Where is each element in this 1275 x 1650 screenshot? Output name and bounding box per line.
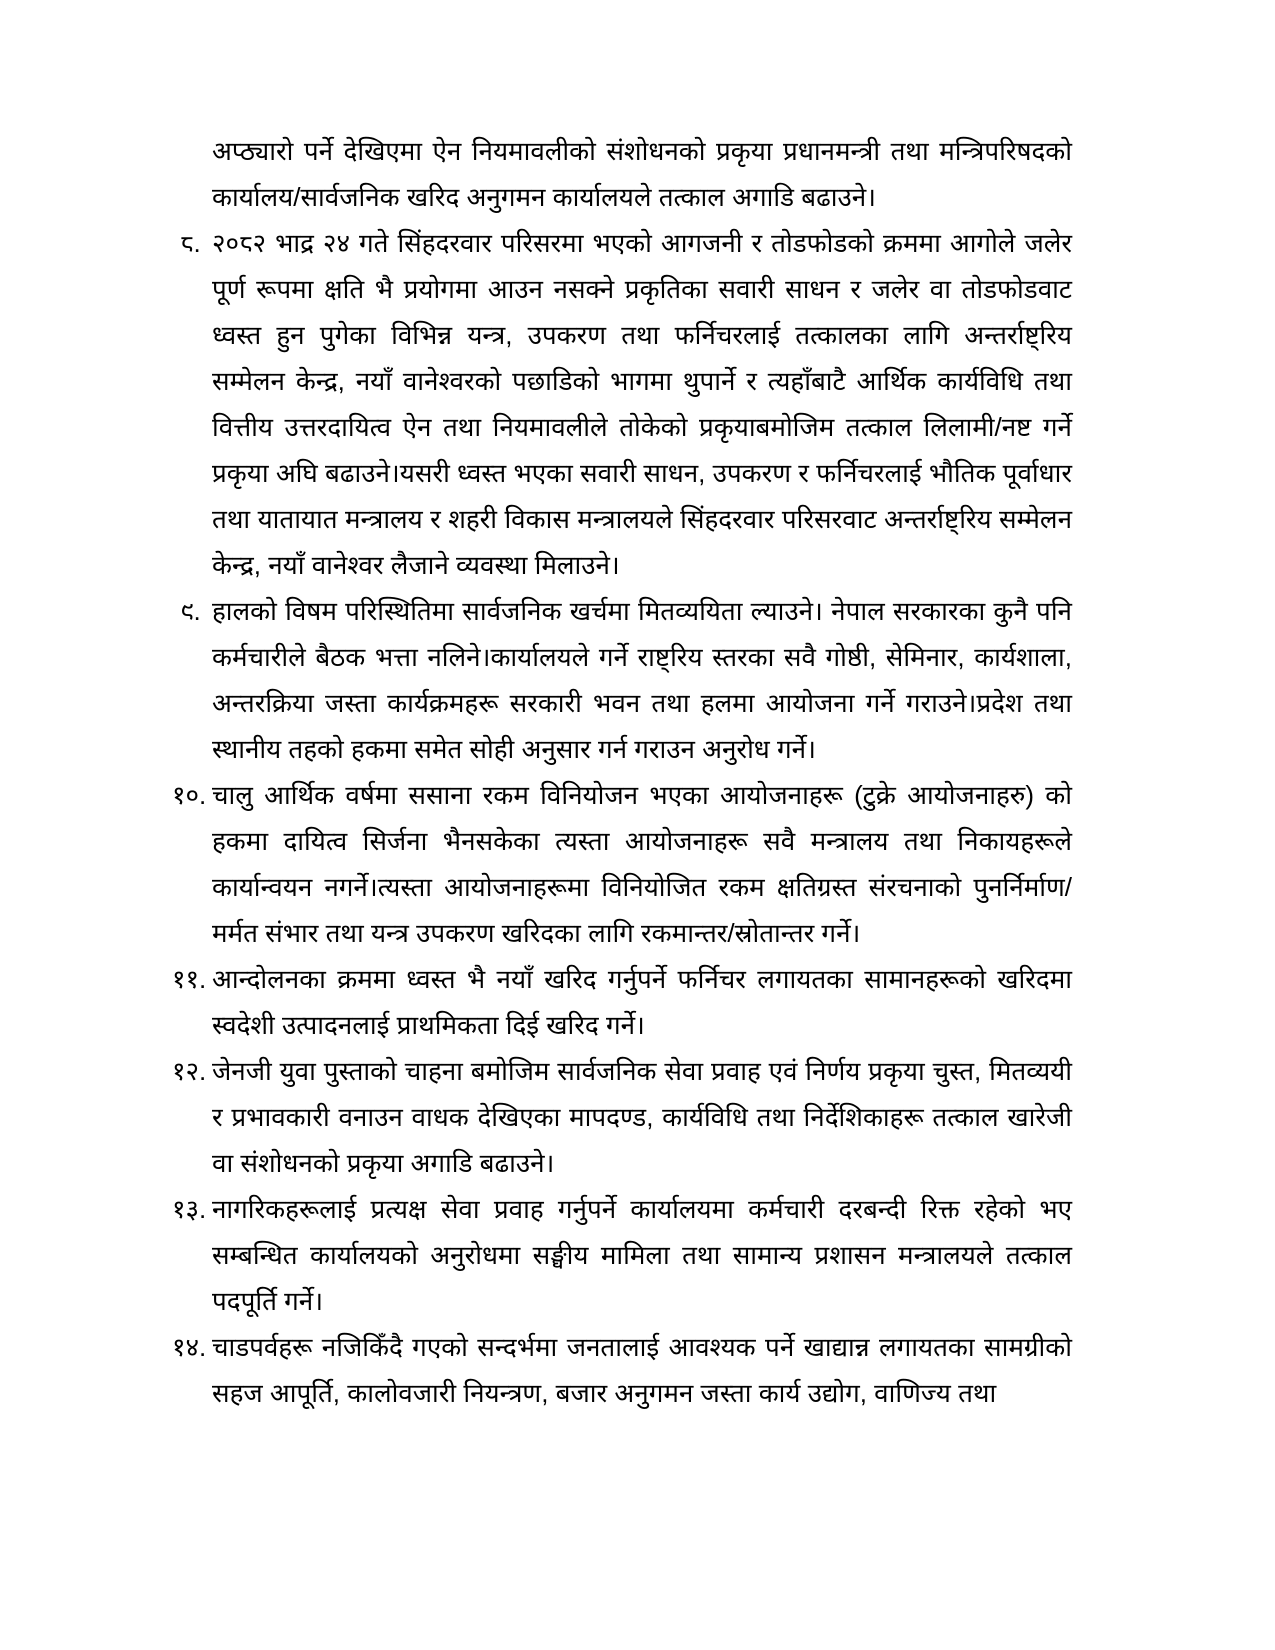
item-number: ८. bbox=[180, 228, 201, 258]
item-text: आन्दोलनका क्रममा ध्वस्त भै नयाँ खरिद गर्नुपर्ने फर्निचर लगायतका सामानहरूको खरिदमा स्वदेशी उत्पादनलाई प्राथमिकता दिई खरिद गर्ने। bbox=[212, 964, 1072, 1040]
intro-continuation-paragraph: अप्ठ्यारो पर्ने देखिएमा ऐन नियमावलीको संशोधनको प्रकृया प्रधानमन्त्री तथा मन्त्रिपरिषदको कार्यालय/सार्वजनिक खरिद अनुगमन कार्यालयले तत्काल अगाडि बढाउने। bbox=[212, 136, 1072, 212]
item-number: १०. bbox=[172, 780, 207, 810]
list-item bbox=[172, 588, 1072, 772]
item-text: २०८२ भाद्र २४ गते सिंहदरवार परिसरमा भएको आगजनी र तोडफोडको क्रममा आगोले जलेर पूर्ण रूपमा क्षति भै प्रयोगमा आउन नसक्ने प्रकृतिका सवारी साधन र जलेर वा तोडफोडवाट ध्वस्त हुन पुगेका विभिन्न यन्त्र, उपकरण तथा फर्निचरलाई तत्कालका लागि अन्तर्राष्ट्रिय सम्मेलन केन्द्र, नयाँ वानेश्वरको पछाडिको भागमा थुपार्ने र त्यहाँबाटै आर्थिक कार्यविधि तथा वित्तीय उत्तरदायित्व ऐन तथा नियमावलीले तोकेको प्रकृयाबमोजिम तत्काल लिलामी/नष्ट गर्ने प्रकृया अघि बढाउने।यसरी ध्वस्त भएका सवारी साधन, उपकरण र फर्निचरलाई भौतिक पूर्वाधार तथा यातायात मन्त्रालय र शहरी विकास मन्त्रालयले सिंहदरवार परिसरवाट अन्तर्राष्ट्रिय सम्मेलन केन्द्र, नयाँ वानेश्वर लैजाने व्यवस्था मिलाउने। bbox=[212, 228, 1072, 580]
item-number: ९. bbox=[180, 596, 201, 626]
list-item bbox=[172, 1324, 1072, 1416]
item-number: ११. bbox=[172, 964, 207, 994]
list-item bbox=[172, 1048, 1072, 1186]
item-number: १२. bbox=[172, 1056, 207, 1086]
item-number: १३. bbox=[172, 1194, 207, 1224]
list-item bbox=[172, 956, 1072, 1048]
item-text: चालु आर्थिक वर्षमा ससाना रकम विनियोजन भएका आयोजनाहरू (टुक्रे आयोजनाहरु) को हकमा दायित्व सिर्जना भैनसकेका त्यस्ता आयोजनाहरू सवै मन्त्रालय तथा निकायहरूले कार्यान्वयन नगर्ने।त्यस्ता आयोजनाहरूमा विनियोजित रकम क्षतिग्रस्त संरचनाको पुनर्निर्माण/मर्मत संभार तथा यन्त्र उपकरण खरिदका लागि रकमान्तर/स्रोतान्तर गर्ने। bbox=[212, 780, 1072, 948]
item-number: १४. bbox=[172, 1332, 207, 1362]
item-text: नागरिकहरूलाई प्रत्यक्ष सेवा प्रवाह गर्नुपर्ने कार्यालयमा कर्मचारी दरबन्दी रिक्त रहेको भए सम्बन्धित कार्यालयको अनुरोधमा सङ्घीय मामिला तथा सामान्य प्रशासन मन्त्रालयले तत्काल पदपूर्ति गर्ने। bbox=[212, 1194, 1072, 1316]
item-text: हालको विषम परिस्थितिमा सार्वजनिक खर्चमा मितव्ययिता ल्याउने। नेपाल सरकारका कुनै पनि कर्मचारीले बैठक भत्ता नलिने।कार्यालयले गर्ने राष्ट्रिय स्तरका सवै गोष्ठी, सेमिनार, कार्यशाला, अन्तरक्रिया जस्ता कार्यक्रमहरू सरकारी भवन तथा हलमा आयोजना गर्ने गराउने।प्रदेश तथा स्थानीय तहको हकमा समेत सोही अनुसार गर्न गराउन अनुरोध गर्ने। bbox=[212, 596, 1072, 764]
list-item bbox=[172, 220, 1072, 588]
item-text: चाडपर्वहरू नजिकिँदै गएको सन्दर्भमा जनतालाई आवश्यक पर्ने खाद्यान्न लगायतका सामग्रीको सहज आपूर्ति, कालोवजारी नियन्त्रण, बजार अनुगमन जस्ता कार्य उद्योग, वाणिज्य तथा bbox=[212, 1332, 1072, 1408]
numbered-list bbox=[172, 220, 1072, 1416]
list-item bbox=[172, 1186, 1072, 1324]
item-text: जेनजी युवा पुस्ताको चाहना बमोजिम सार्वजनिक सेवा प्रवाह एवं निर्णय प्रकृया चुस्त, मितव्ययी र प्रभावकारी वनाउन वाधक देखिएका मापदण्ड, कार्यविधि तथा निर्देशिकाहरू तत्काल खारेजी वा संशोधनको प्रकृया अगाडि बढाउने। bbox=[212, 1056, 1072, 1178]
list-item bbox=[172, 772, 1072, 956]
